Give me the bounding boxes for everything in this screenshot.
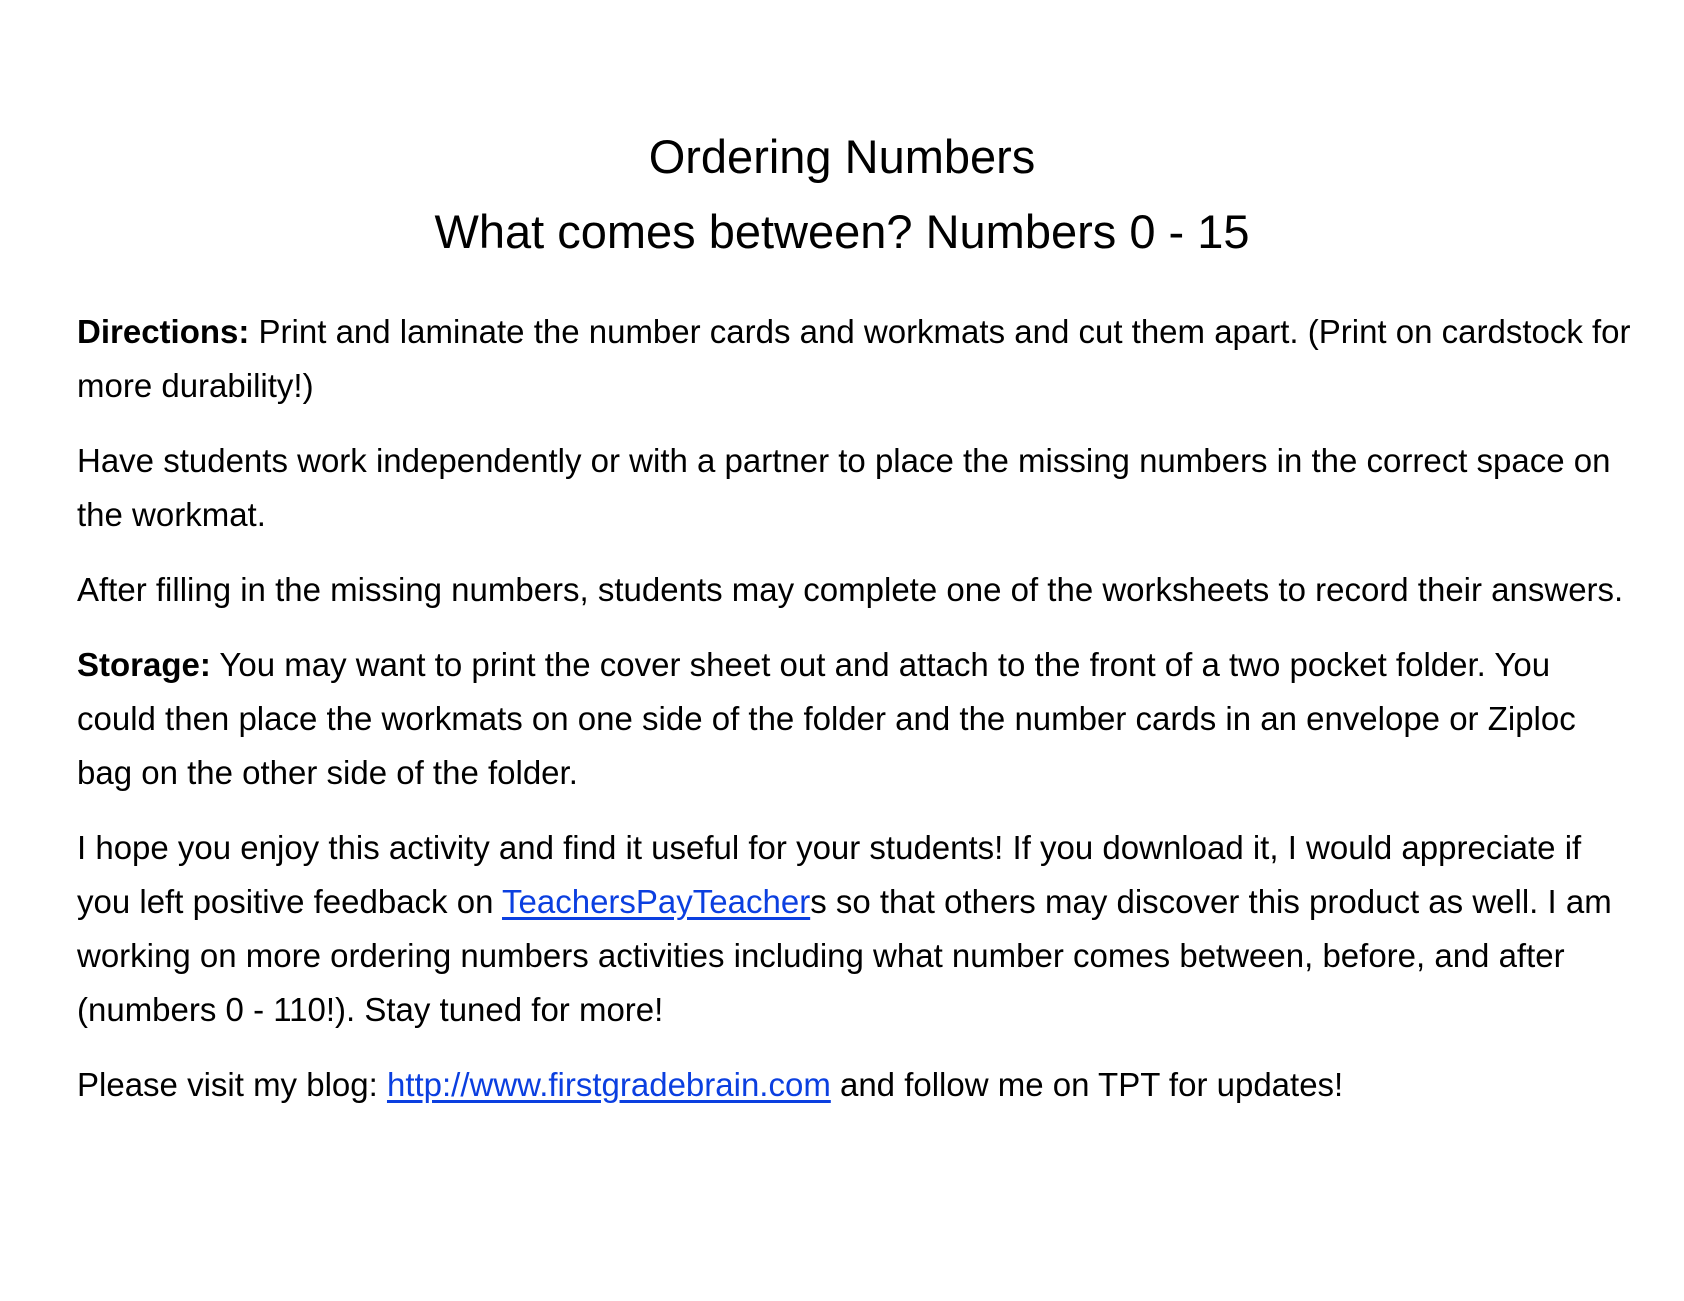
directions-text: Print and laminate the number cards and workmats and cut them apart. (Print on cardstock for more durability!)	[77, 313, 1631, 404]
document-title: Ordering Numbers	[648, 130, 1036, 183]
blog-text-after: and follow me on TPT for updates!	[830, 1066, 1344, 1103]
storage-label: Storage:	[77, 646, 211, 683]
blog-link[interactable]: http://www.firstgradebrain.com	[386, 1066, 831, 1103]
teacherspayteachers-link[interactable]: TeachersPayTeacher	[502, 883, 811, 920]
closing-text-after: s so that others may discover this product as well. I am working on more ordering numbers activities including what number comes between, before, and after (numbers 0 - 110!). Stay tuned for more!	[77, 883, 1612, 1028]
closing-paragraph	[77, 821, 1637, 1037]
storage-paragraph	[77, 638, 1637, 800]
students-paragraph: Have students work independently or with a partner to place the missing numbers in the correct space on the workmat.	[77, 442, 1611, 533]
storage-text: You may want to print the cover sheet out and attach to the front of a two pocket folder. You could then place the workmats on one side of the folder and the number cards in an envelope or Ziploc bag on the other side of the folder.	[77, 646, 1576, 791]
directions-label: Directions:	[77, 313, 250, 350]
document-subtitle: What comes between? Numbers 0 - 15	[434, 205, 1250, 258]
blog-text-before: Please visit my blog:	[77, 1066, 387, 1103]
title-block	[0, 128, 1684, 278]
closing-text-before: I hope you enjoy this activity and find it useful for your students! If you download it, I would appreciate if you left positive feedback on	[77, 829, 1582, 920]
worksheets-paragraph: After filling in the missing numbers, students may complete one of the worksheets to record their answers.	[77, 571, 1624, 608]
document-body	[77, 305, 1637, 1133]
blog-paragraph	[77, 1058, 1637, 1112]
directions-paragraph	[77, 305, 1637, 413]
